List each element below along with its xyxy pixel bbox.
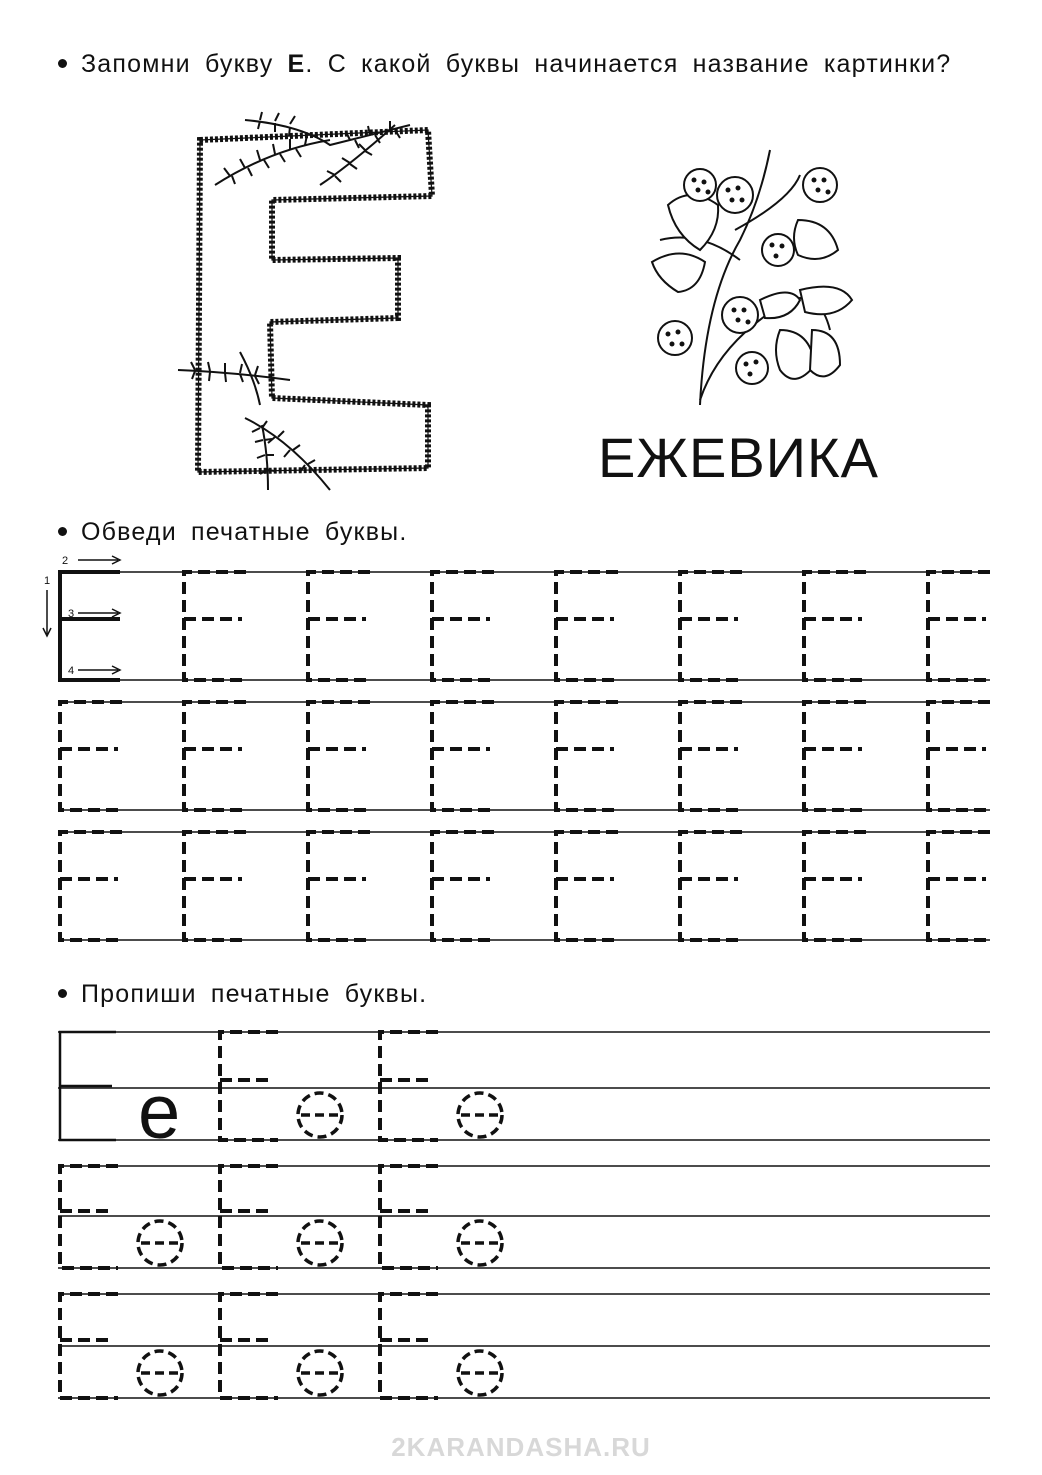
dashed-letter-e [60,1166,118,1268]
dashed-letter-e [556,832,618,940]
stroke-order-number: 2 [62,555,69,567]
dashed-letter-e [184,572,246,680]
task-2-instruction: Обведи печатные буквы. [58,518,408,547]
dashed-letter-e [680,572,742,680]
highlighted-letter: Е [287,50,306,78]
dashed-letter-e [60,832,122,940]
dashed-letter-e [928,832,990,940]
dashed-letter-e [680,832,742,940]
illustration-area [0,0,1042,520]
bullet-icon [58,527,67,536]
dashed-letter-e [380,1032,438,1140]
dashed-letter-e [308,832,370,940]
dashed-letter-e [432,702,494,810]
dashed-letter-e [556,572,618,680]
dashed-letter-e [556,702,618,810]
task-1-instruction: Запомни букву Е. С какой буквы начинается название картинки? [58,50,951,79]
blackberry-branch-icon [652,150,852,405]
picture-word: ЕЖЕВИКА [598,426,879,489]
solid-letter-e [60,572,120,680]
dashed-letter-e [928,572,990,680]
dashed-letter-e [60,702,122,810]
dashed-letter-e [308,702,370,810]
fir-branch-letter-e-icon [178,112,432,490]
write-letters-grid [0,1010,1042,1430]
dashed-letter-e [220,1166,278,1268]
trace-letters-grid [0,540,1042,1000]
watermark: 2KARANDASHA.RU [391,1432,651,1462]
dashed-letter-e [680,702,742,810]
sample-uppercase-e [60,1032,116,1140]
dashed-letter-e [432,832,494,940]
stroke-order-number: 3 [68,608,75,620]
dashed-letter-e [220,1032,278,1140]
dashed-letter-e [184,702,246,810]
stroke-order-number: 4 [68,665,75,677]
dashed-letter-e [184,832,246,940]
task-3-instruction: Пропиши печатные буквы. [58,980,427,1009]
sample-lowercase-e: е [138,1070,181,1155]
dashed-letter-e [928,702,990,810]
dashed-letter-e [804,702,866,810]
bullet-icon [58,989,67,998]
dashed-letter-e [380,1166,438,1268]
dashed-letter-e [432,572,494,680]
dashed-letter-e [804,572,866,680]
dashed-letter-e [308,572,370,680]
dashed-letter-e [804,832,866,940]
stroke-order-number: 1 [44,575,51,587]
